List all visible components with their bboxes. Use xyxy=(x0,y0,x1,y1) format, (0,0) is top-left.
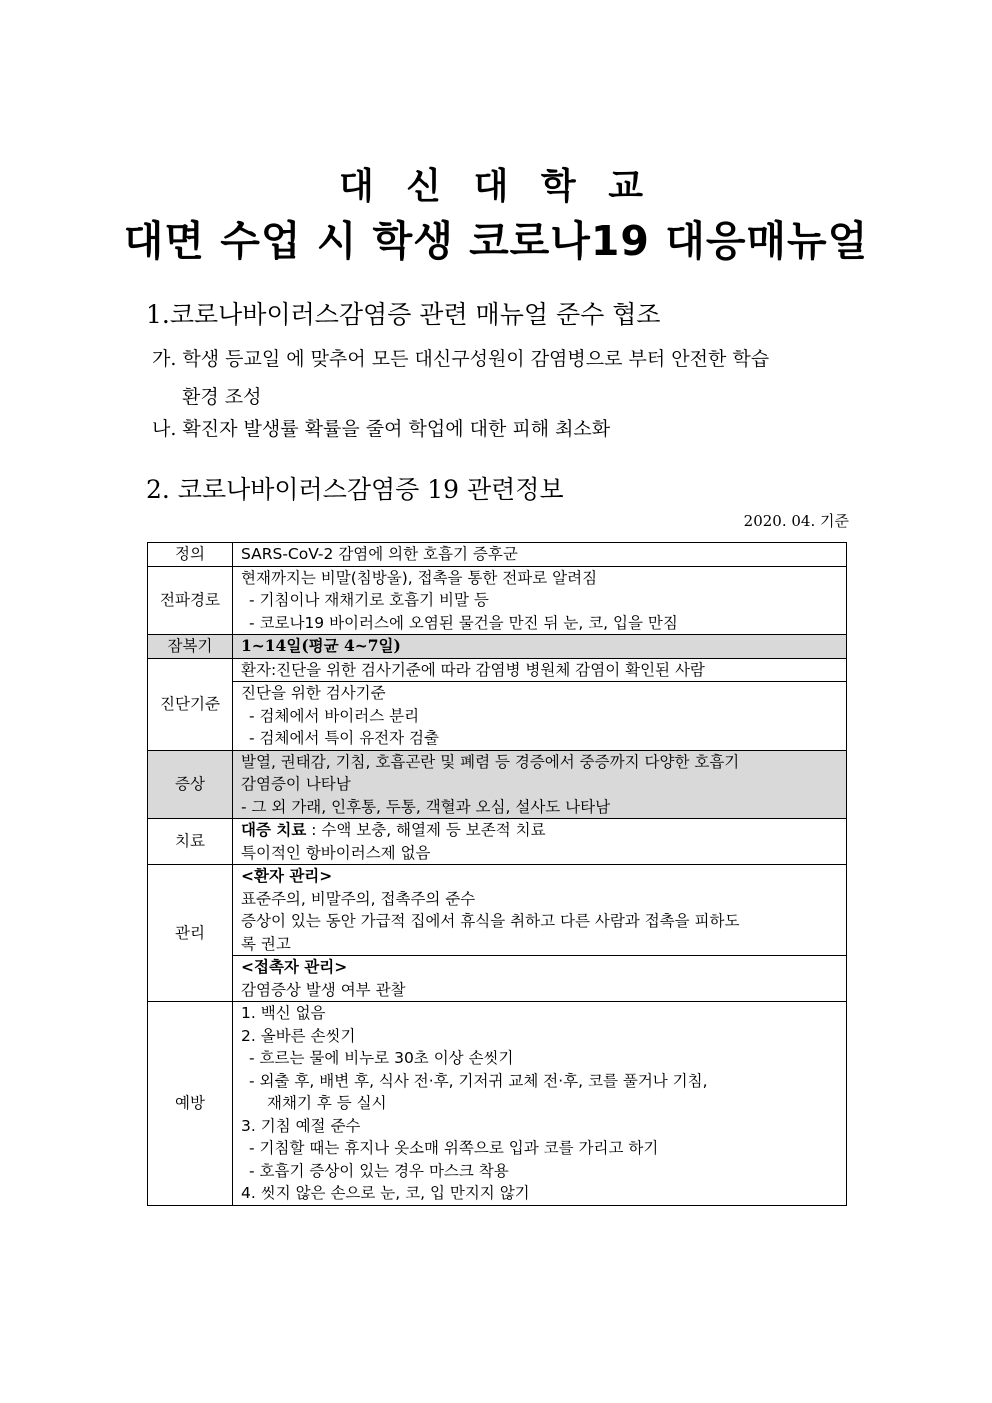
label-management: 관리 xyxy=(148,865,233,1002)
covid-info-table xyxy=(147,542,847,1206)
symptoms-text: 발열, 권태감, 기침, 호흡곤란 및 폐렴 등 경증에서 중증까지 다양한 호흡기 감염증이 나타남 - 그 외 가래, 인후통, 두통, 객혈과 오심, 설사도 나타남 xyxy=(233,750,847,819)
table-row-definition xyxy=(148,543,847,567)
incubation-text: 1~14일(평균 4~7일) xyxy=(233,635,847,659)
management-patient-text: <환자 관리> 표준주의, 비말주의, 접촉주의 준수 증상이 있는 동안 가급적 집에서 휴식을 취하고 다른 사람과 접촉을 피하도 록 권고 xyxy=(233,865,847,956)
prevention-text: 1. 백신 없음 2. 올바른 손씻기 - 흐르는 물에 비누로 30초 이상 손씻기 - 외출 후, 배변 후, 식사 전·후, 기저귀 교체 전·후, 코를 풀거나 기침, 재채기 후 등 실시 3. 기침 예절 준수 - 기침할 때는 휴지나 옷소매 위쪽으로 입과 코를 가리고 하기 - 호흡기 증상이 있는 경우 마스크 착용 4. 씻지 않은 손으로 눈, 코, 입 만지지 않기 xyxy=(233,1002,847,1206)
table-row-treatment xyxy=(148,819,847,865)
label-prevention: 예방 xyxy=(148,1002,233,1206)
section1-heading: 1.코로나바이러스감염증 관련 매뉴얼 준수 협조 xyxy=(146,300,661,329)
treatment-bold: 대증 치료 xyxy=(241,821,307,839)
table-row-incubation xyxy=(148,635,847,659)
section1-item-na: 나. 확진자 발생률 확률을 줄여 학업에 대한 피해 최소화 xyxy=(152,418,611,440)
management-contact-text: <접촉자 관리> 감염증상 발생 여부 관찰 xyxy=(233,956,847,1002)
transmission-text: 현재까지는 비말(침방울), 접촉을 통한 전파로 알려짐 - 기침이나 재채기로 호흡기 비말 등 - 코로나19 바이러스에 오염된 물건을 만진 뒤 눈, 코, 입을 만짐 xyxy=(233,566,847,635)
university-name: 대 신 대 학 교 xyxy=(338,166,653,207)
table-row-management-contact xyxy=(148,956,847,1002)
label-incubation: 잠복기 xyxy=(148,635,233,659)
table-row-management-patient xyxy=(148,865,847,956)
label-treatment: 치료 xyxy=(148,819,233,865)
diagnosis-criteria-text: 진단을 위한 검사기준 - 검체에서 바이러스 분리 - 검체에서 특이 유전자 검출 xyxy=(233,682,847,751)
label-diagnosis: 진단기준 xyxy=(148,658,233,750)
treatment-text: 대증 치료 : 수액 보충, 해열제 등 보존적 치료 특이적인 항바이러스제 없음 xyxy=(233,819,847,865)
label-definition: 정의 xyxy=(148,543,233,567)
section1-item-ga: 가. 학생 등교일 에 맞추어 모든 대신구성원이 감염병으로 부터 안전한 학습 xyxy=(152,348,770,370)
table-row-transmission xyxy=(148,566,847,635)
table-row-prevention xyxy=(148,1002,847,1206)
section2-heading: 2. 코로나바이러스감염증 19 관련정보 xyxy=(146,475,564,504)
diagnosis-patient-text: 환자:진단을 위한 검사기준에 따라 감염병 병원체 감염이 확인된 사람 xyxy=(233,658,847,682)
label-transmission: 전파경로 xyxy=(148,566,233,635)
definition-text: SARS-CoV-2 감염에 의한 호흡기 증후군 xyxy=(233,543,847,567)
table-row-diagnosis-criteria xyxy=(148,682,847,751)
section1-item-ga-continued: 환경 조성 xyxy=(182,386,262,408)
document-title: 대면 수업 시 학생 코로나19 대응매뉴얼 xyxy=(123,217,869,265)
label-symptoms: 증상 xyxy=(148,750,233,819)
basis-date: 2020. 04. 기준 xyxy=(743,512,849,530)
table-row-diagnosis-patient xyxy=(148,658,847,682)
table-row-symptoms xyxy=(148,750,847,819)
